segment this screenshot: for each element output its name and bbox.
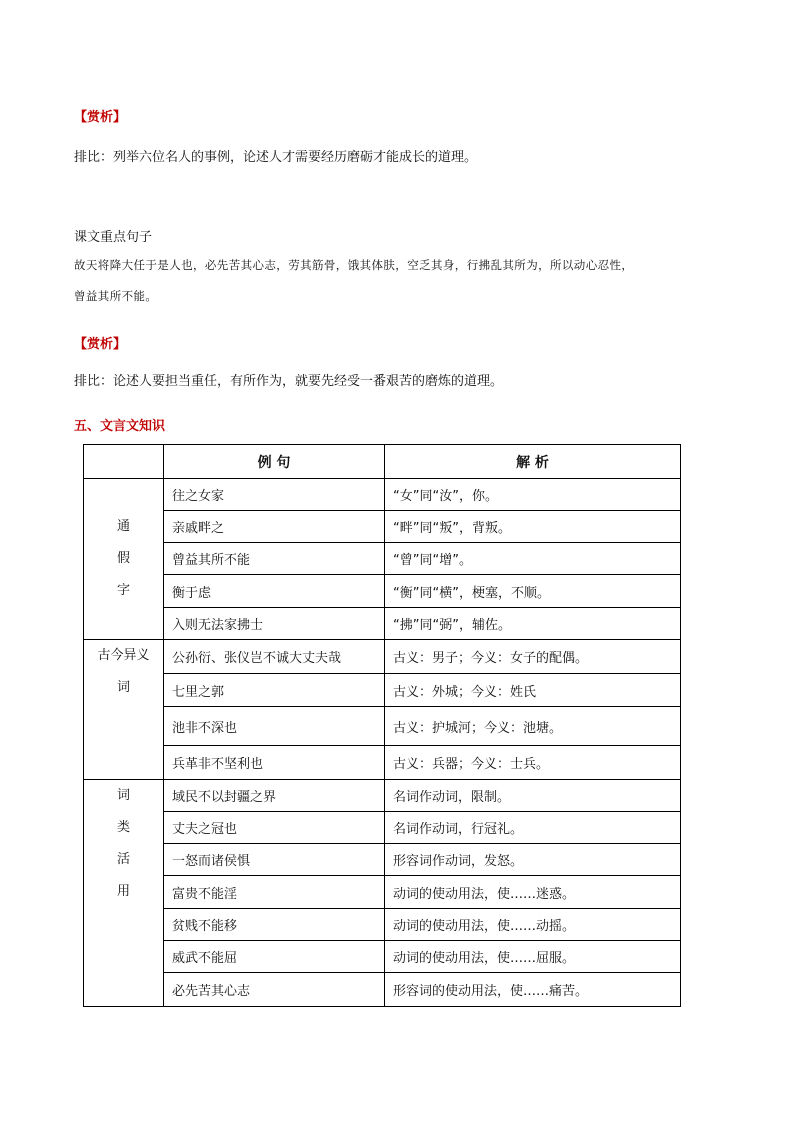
category-char: 字 <box>116 583 130 598</box>
example-cell: 衡于虑 <box>164 575 385 608</box>
example-cell: 亲戚畔之 <box>164 511 385 543</box>
analysis-cell: “畔”同“叛”，背叛。 <box>385 511 681 543</box>
table-row <box>84 674 681 707</box>
example-cell: 富贵不能淫 <box>164 876 385 909</box>
example-cell: 必先苦其心志 <box>164 973 385 1007</box>
example-cell: 兵革非不坚利也 <box>164 746 385 780</box>
table-row <box>84 575 681 608</box>
section-title: 五、文言文知识 <box>74 419 166 434</box>
analysis-cell: 古义：护城河；今义：池塘。 <box>385 707 681 746</box>
category-tongjiazi <box>84 479 164 640</box>
example-cell: 威武不能屈 <box>164 941 385 973</box>
category-gujinyiyi <box>84 640 164 780</box>
example-cell: 七里之郭 <box>164 674 385 707</box>
table-row <box>84 707 681 746</box>
analysis-cell: “拂”同“弼”，辅佐。 <box>385 608 681 640</box>
category-char: 假 <box>116 551 130 566</box>
example-cell: 公孙衍、张仪岂不诚大丈夫哉 <box>164 640 385 674</box>
table-row <box>84 640 681 674</box>
category-char: 词 <box>116 788 130 803</box>
key-sentence-line-1: 故天将降大任于是人也，必先苦其心志，劳其筋骨，饿其体肤，空乏其身，行拂乱其所为，所以动心忍性， <box>74 258 634 272</box>
analysis-cell: “衡”同“横”，梗塞，不顺。 <box>385 575 681 608</box>
category-char: 通 <box>116 519 130 534</box>
appreciation-paragraph-1: 排比：列举六位名人的事例，论述人才需要经历磨砺才能成长的道理。 <box>74 150 478 165</box>
category-char: 古今异义 <box>97 648 150 663</box>
table-row <box>84 973 681 1007</box>
appreciation-tag-1: 【赏析】 <box>74 110 127 125</box>
table-row <box>84 812 681 844</box>
table-row <box>84 511 681 543</box>
analysis-cell: 动词的使动用法，使……迷惑。 <box>385 876 681 909</box>
analysis-cell: “曾”同“增”。 <box>385 543 681 575</box>
header-category <box>84 445 164 479</box>
table-row <box>84 844 681 876</box>
key-sentences-heading: 课文重点句子 <box>74 230 153 245</box>
key-sentence-line-2: 曾益其所不能。 <box>74 289 158 303</box>
table-row <box>84 780 681 812</box>
example-cell: 贫贱不能移 <box>164 909 385 941</box>
header-example: 例 句 <box>164 445 385 479</box>
example-cell: 往之女家 <box>164 479 385 511</box>
analysis-cell: “女”同“汝”，你。 <box>385 479 681 511</box>
category-char: 活 <box>116 852 130 867</box>
table-row <box>84 941 681 973</box>
category-cileihuoyong <box>84 780 164 1007</box>
example-cell: 域民不以封疆之界 <box>164 780 385 812</box>
example-cell: 一怒而诸侯惧 <box>164 844 385 876</box>
analysis-cell: 形容词作动词，发怒。 <box>385 844 681 876</box>
appreciation-tag-2: 【赏析】 <box>74 337 127 352</box>
example-cell: 入则无法家拂士 <box>164 608 385 640</box>
table-row <box>84 876 681 909</box>
table-header-row <box>84 445 681 479</box>
analysis-cell: 动词的使动用法，使……动摇。 <box>385 909 681 941</box>
category-char: 词 <box>116 680 130 695</box>
category-char: 用 <box>116 884 130 899</box>
analysis-cell: 动词的使动用法，使……屈服。 <box>385 941 681 973</box>
category-char: 类 <box>116 820 130 835</box>
table-row <box>84 746 681 780</box>
analysis-cell: 名词作动词，限制。 <box>385 780 681 812</box>
classical-knowledge-table <box>83 444 681 1007</box>
header-analysis: 解 析 <box>385 445 681 479</box>
analysis-cell: 古义：男子；今义：女子的配偶。 <box>385 640 681 674</box>
example-cell: 曾益其所不能 <box>164 543 385 575</box>
table-row <box>84 608 681 640</box>
analysis-cell: 名词作动词，行冠礼。 <box>385 812 681 844</box>
analysis-cell: 古义：兵器；今义：士兵。 <box>385 746 681 780</box>
table-row <box>84 543 681 575</box>
table-row <box>84 479 681 511</box>
example-cell: 池非不深也 <box>164 707 385 746</box>
appreciation-paragraph-2: 排比：论述人要担当重任，有所作为，就要先经受一番艰苦的磨炼的道理。 <box>74 374 504 389</box>
example-cell: 丈夫之冠也 <box>164 812 385 844</box>
analysis-cell: 形容词的使动用法，使……痛苦。 <box>385 973 681 1007</box>
table-row <box>84 909 681 941</box>
analysis-cell: 古义：外城；今义：姓氏 <box>385 674 681 707</box>
